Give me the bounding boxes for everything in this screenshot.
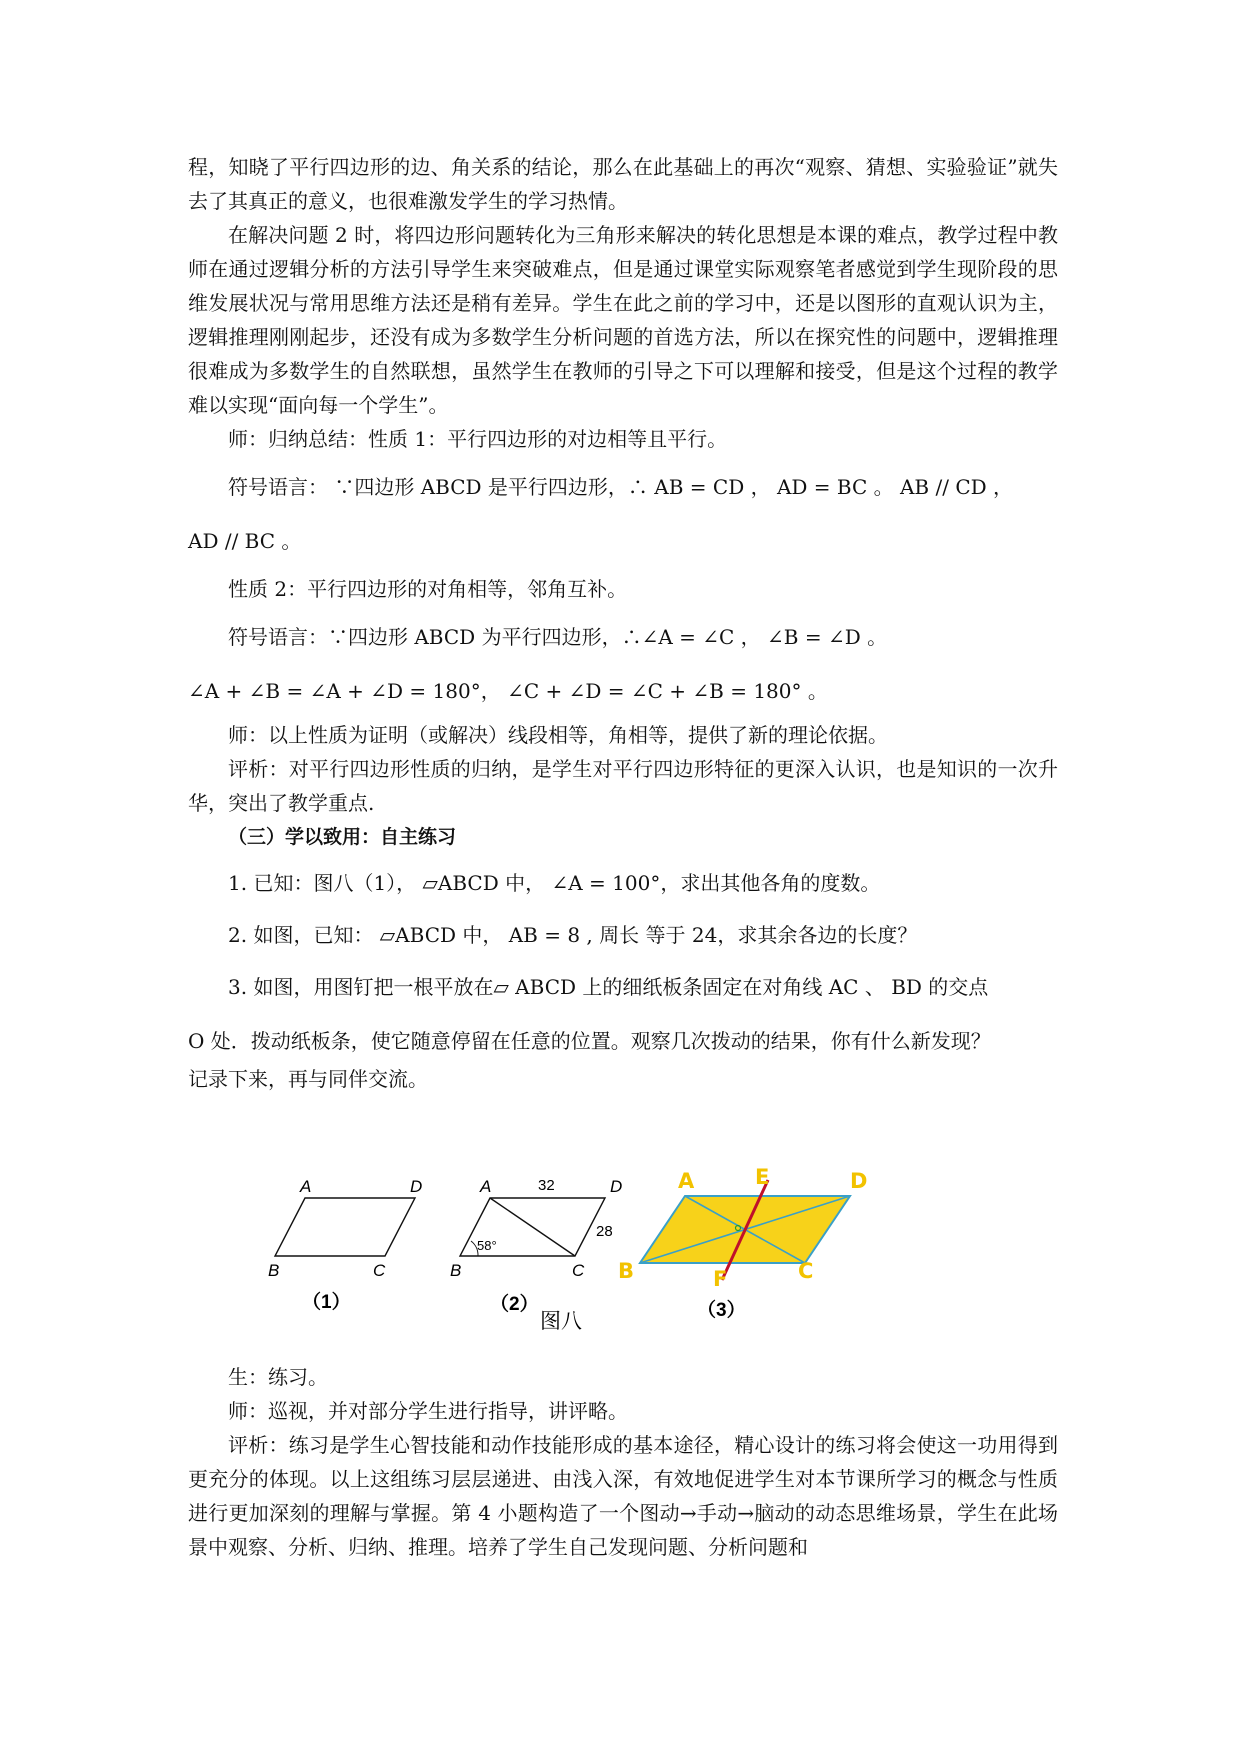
figure-eight: [250, 1168, 1010, 1348]
fig1-label-c: C: [373, 1261, 386, 1280]
symbol-language-2a: 符号语言：∵四边形 ABCD 为平行四边形，∴∠A = ∠C ， ∠B = ∠D 。: [228, 625, 888, 649]
fig3-label-d: D: [850, 1169, 868, 1193]
exercise-1: 1. 已知：图八（1）， ▱ABCD 中， ∠A = 100°，求出其他各角的度数。: [228, 871, 881, 895]
symbol-language-2b: ∠A + ∠B = ∠A + ∠D = 180°， ∠C + ∠D = ∠C + ∠B = 180° 。: [188, 679, 828, 703]
paragraph-continuation: 程，知晓了平行四边形的边、角关系的结论，那么在此基础上的再次“观察、猜想、实验验证”就失去了其真正的意义，也很难激发学生的学习热情。: [188, 155, 1058, 213]
fig3-label-a: A: [678, 1169, 695, 1193]
paragraph-comment-2: 评析：练习是学生心智技能和动作技能形成的基本途径，精心设计的练习将会使这一功用得到更充分的体现。以上这组练习层层递进、由浅入深，有效地促进学生对本节课所学习的概念与性质进行更加深刻的理解与掌握。第 4 小题构造了一个图动→手动→脑动的动态思维场景，学生在此场景中观察、分析、归纳、推理。培养了学生自己发现问题、分析问题和: [188, 1433, 1058, 1559]
fig3-caption: （3）: [697, 1300, 746, 1321]
fig1-label-b: B: [268, 1261, 280, 1280]
fig1-caption: （1）: [302, 1292, 351, 1313]
exercise-3-line-1: 3. 如图，用图钉把一根平放在▱ ABCD 上的细纸板条固定在对角线 AC 、 BD 的交点: [228, 975, 989, 999]
fig2-label-d: D: [610, 1177, 623, 1196]
document-body-continued: [188, 1360, 1058, 1564]
fig2-label-b: B: [450, 1261, 462, 1280]
figure-3-parallelogram: [618, 1168, 867, 1321]
exercise-3-line-3: 记录下来，再与同伴交流。: [188, 1067, 428, 1091]
fig1-label-d: D: [410, 1177, 423, 1196]
fig3-label-e: E: [755, 1168, 770, 1189]
exercise-3-line-2: O 处．拨动纸板条，使它随意停留在任意的位置。观察几次拨动的结果，你有什么新发现？: [188, 1029, 991, 1053]
figure-caption: 图八: [540, 1309, 582, 1333]
fig2-side-top: 32: [538, 1177, 555, 1194]
fig2-angle: 58°: [477, 1238, 497, 1253]
fig3-label-b: B: [618, 1259, 635, 1283]
fig1-label-a: A: [300, 1177, 312, 1196]
fig2-label-a: A: [480, 1177, 492, 1196]
figure-1-parallelogram: [268, 1177, 422, 1313]
paragraph-property-1: 师：归纳总结：性质 1：平行四边形的对边相等且平行。: [228, 427, 728, 451]
paragraph-property-2: 性质 2：平行四边形的对角相等，邻角互补。: [228, 577, 628, 601]
exercise-2: 2. 如图，已知： ▱ABCD 中， AB = 8 , 周长 等于 24，求其余各边的长度？: [228, 923, 918, 947]
paragraph-comment-1: 评析：对平行四边形性质的归纳，是学生对平行四边形特征的更深入认识，也是知识的一次升华，突出了教学重点.: [188, 757, 1058, 815]
fig3-label-f: F: [713, 1267, 728, 1291]
paragraph-teacher-patrol: 师：巡视，并对部分学生进行指导，讲评略。: [228, 1399, 628, 1423]
document-body: [188, 150, 1058, 1096]
symbol-language-1b: AD // BC 。: [188, 529, 302, 553]
fig2-label-c: C: [572, 1261, 585, 1280]
fig2-caption: （2）: [490, 1294, 539, 1315]
figure-2-parallelogram: [450, 1177, 622, 1315]
paragraph-difficulty: 在解决问题 2 时，将四边形问题转化为三角形来解决的转化思想是本课的难点，教学过程中教师在通过逻辑分析的方法引导学生来突破难点，但是通过课堂实际观察笔者感觉到学生现阶段的思维发展状况与常用思维方法还是稍有差异。学生在此之前的学习中，还是以图形的直观认识为主，逻辑推理刚刚起步，还没有成为多数学生分析问题的首选方法，所以在探究性的问题中，逻辑推理很难成为多数学生的自然联想，虽然学生在教师的引导之下可以理解和接受，但是这个过程的教学难以实现“面向每一个学生”。: [188, 223, 1058, 417]
fig3-label-c: C: [798, 1259, 814, 1283]
section-heading: （三）学以致用：自主练习: [228, 826, 457, 848]
paragraph-students-practice: 生：练习。: [228, 1365, 328, 1389]
fig2-side-right: 28: [596, 1223, 613, 1240]
paragraph-teacher-note: 师：以上性质为证明（或解决）线段相等，角相等，提供了新的理论依据。: [228, 723, 888, 747]
symbol-language-1a: 符号语言： ∵四边形 ABCD 是平行四边形，∴ AB = CD ， AD = BC 。 AB // CD ，: [228, 475, 1014, 499]
